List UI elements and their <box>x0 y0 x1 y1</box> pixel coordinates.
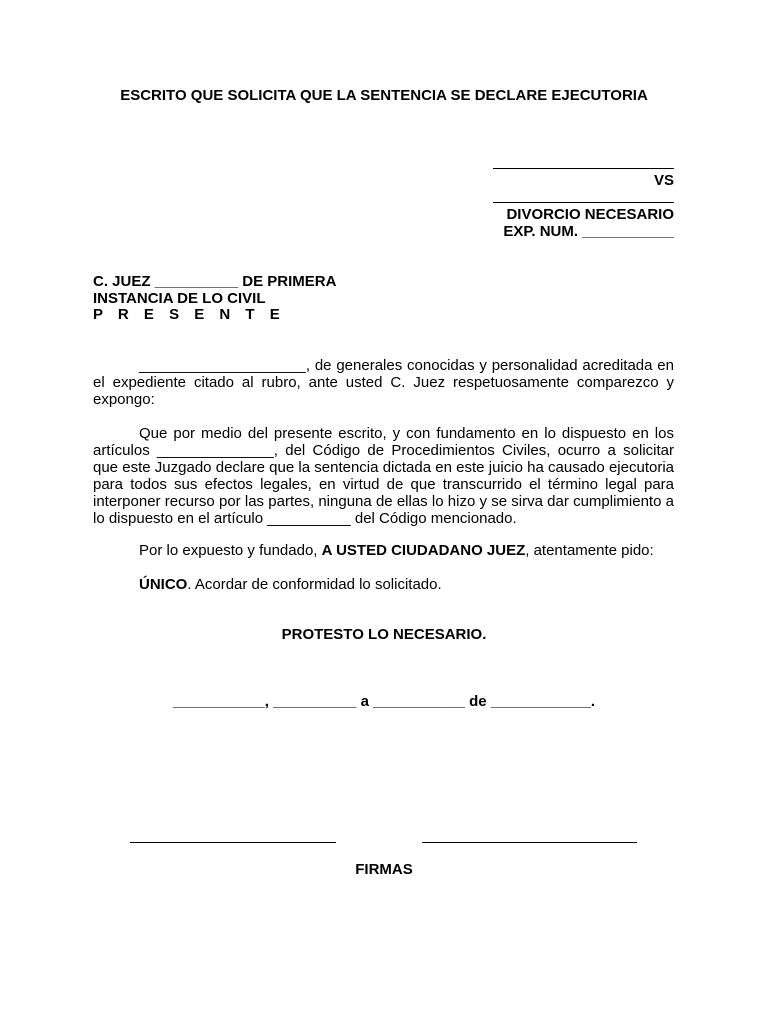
protesto-line: PROTESTO LO NECESARIO. <box>281 626 487 643</box>
date-place-line: ___________, __________ a ___________ de ____________. <box>172 693 596 710</box>
signature-line-right <box>422 842 637 843</box>
paragraph-comparecencia: ____________________, de generales conocidas y personalidad acreditada en el expediente citado al rubro, ante usted C. Juez respetuosamente comparezco y expongo: <box>93 357 674 408</box>
addressee-line-1: C. JUEZ __________ DE PRIMERA <box>93 273 337 290</box>
party-blank-line-1 <box>493 168 674 169</box>
firmas-label: FIRMAS <box>355 861 413 878</box>
addressee-line-2: INSTANCIA DE LO CIVIL <box>93 290 266 307</box>
paragraph-pido <box>93 542 674 559</box>
pido-text-after: , atentamente pido: <box>525 542 654 559</box>
party-blank-line-2 <box>493 202 674 203</box>
addressee-presente: P R E S E N T E <box>93 306 286 323</box>
versus-label: VS <box>653 172 674 189</box>
case-type: DIVORCIO NECESARIO <box>506 206 674 223</box>
signature-line-left <box>130 842 336 843</box>
unico-label: ÚNICO <box>139 576 188 593</box>
pido-text-before: Por lo expuesto y fundado, <box>139 542 322 559</box>
unico-text: . Acordar de conformidad lo solicitado. <box>187 576 442 593</box>
document-title: ESCRITO QUE SOLICITA QUE LA SENTENCIA SE DECLARE EJECUTORIA <box>120 87 648 104</box>
expediente-number: EXP. NUM. ___________ <box>503 223 674 240</box>
pido-text-bold: A USTED CIUDADANO JUEZ <box>321 542 526 559</box>
paragraph-unico <box>93 576 674 593</box>
paragraph-solicitud: Que por medio del presente escrito, y con fundamento en lo dispuesto en los artículos ______________, del Código de Procedimientos Civiles, ocurro a solicitar que este Juzgado declare que la sentencia dictada en este juicio ha causado ejecutoria para todos sus efectos legales, en virtud de que transcurrido el término legal para interponer recurso por las partes, ninguna de ellas lo hizo y se sirva dar cumplimiento a lo dispuesto en el artículo __________ del Código mencionado. <box>93 425 674 527</box>
